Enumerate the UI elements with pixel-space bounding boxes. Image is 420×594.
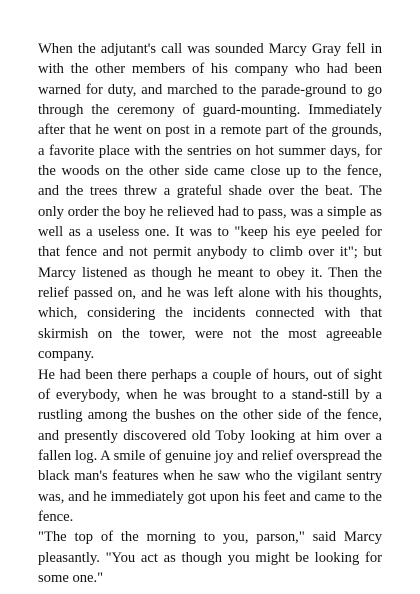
paragraph-1: When the adjutant's call was sounded Marcy Gray fell in with the other members of his company who had been warned for duty, and marched to the parade-ground to go through the ceremony of guard-mounting. Immediately after that he went on post in a remote part of the grounds, a favorite place with the sentries on hot summer days, for the woods on the other side came close up to the fence, and the trees threw a grateful shade over the beat. The only order the boy he relieved had to pass, was a simple as well as a useless one. It was to "keep his eye peeled for that fence and not permit anybody to climb over it"; but Marcy listened as though he meant to obey it. Then the relief passed on, and he was left alone with his thoughts, which, considering the incidents connected with that skirmish on the tower, were not the most agreeable company.	[38, 41, 382, 363]
paragraph-3: "The top of the morning to you, parson," said Marcy pleasantly. "You act as though you might be looking for some one."	[38, 529, 382, 586]
page-text	[38, 39, 382, 588]
paragraph-2: He had been there perhaps a couple of hours, out of sight of everybody, when he was brought to a stand-still by a rustling among the bushes on the other side of the fence, and presently discovered old Toby looking at him over a fallen log. A smile of genuine joy and relief overspread the black man's features when he saw who the vigilant sentry was, and he immediately got upon his feet and came to the fence.	[38, 366, 382, 525]
